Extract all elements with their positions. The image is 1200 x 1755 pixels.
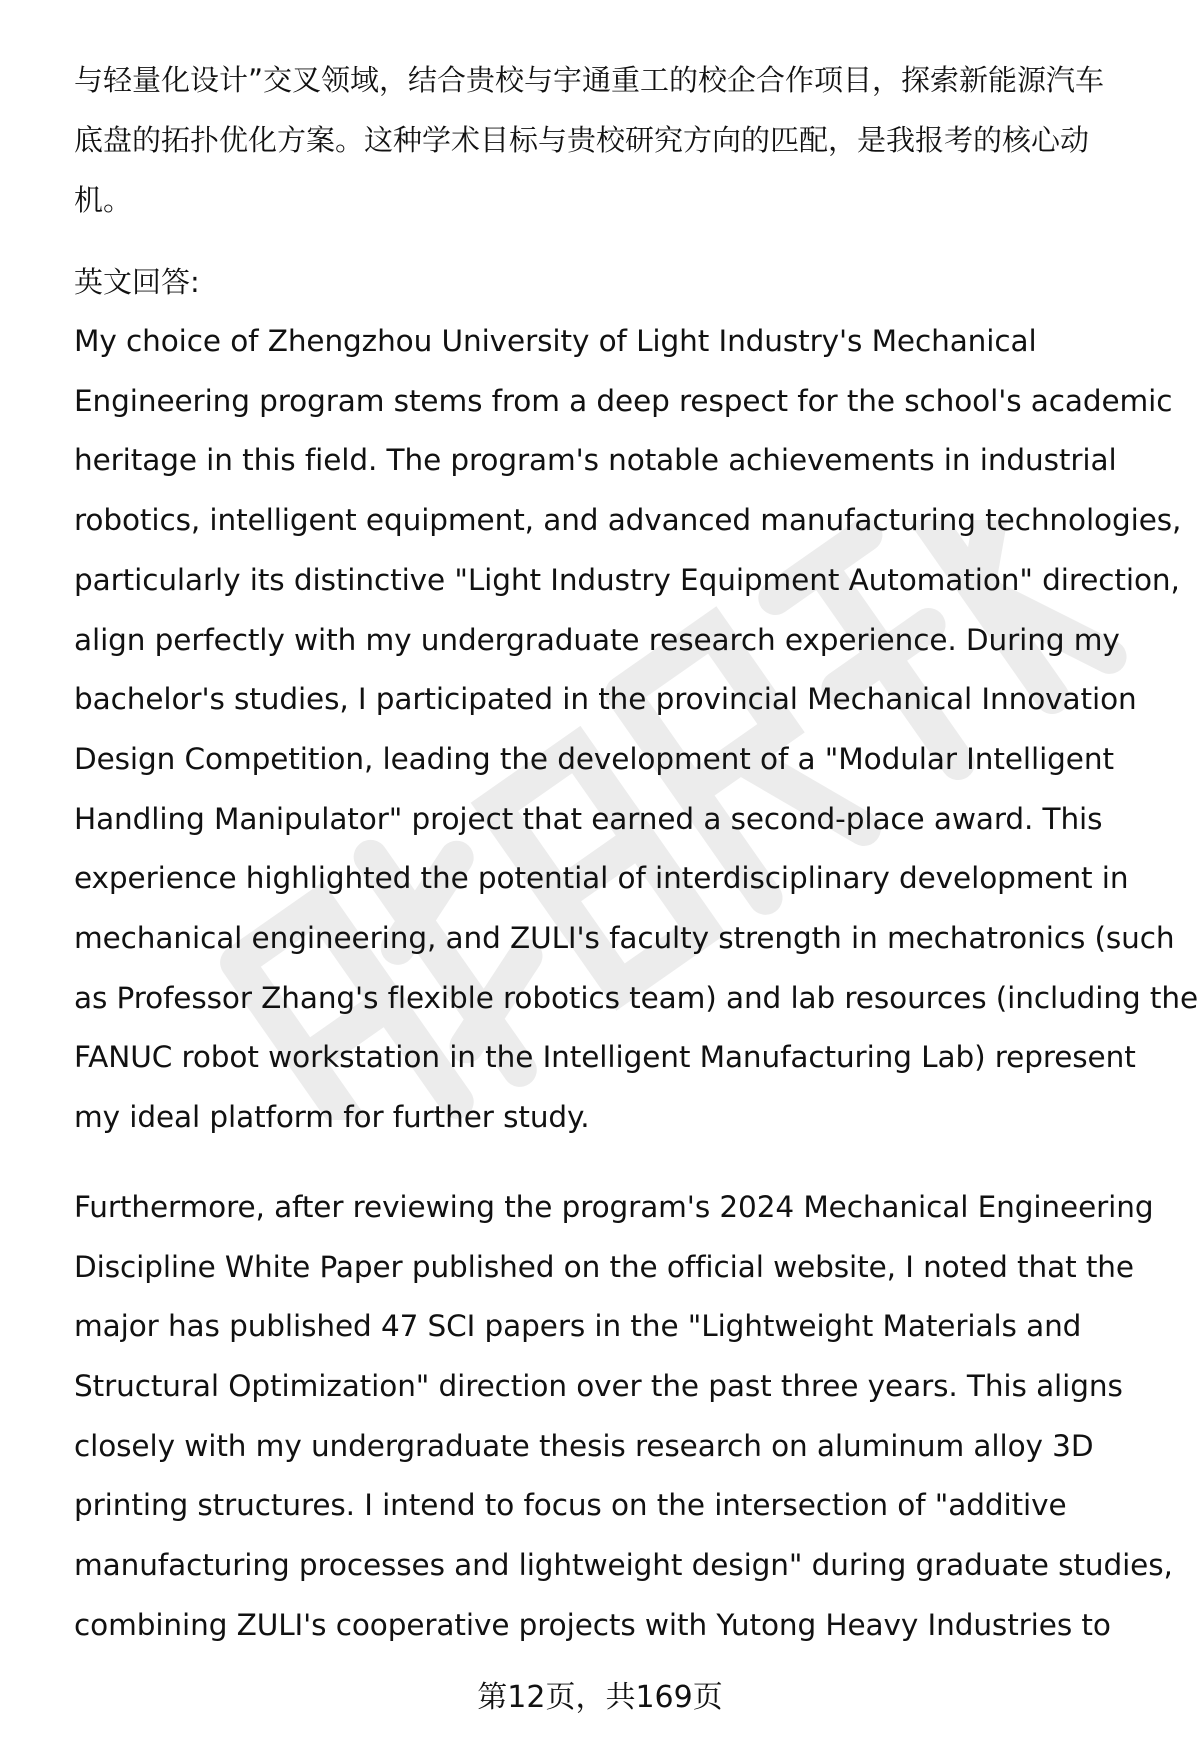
text-line: experience highlighted the potential of interdisciplinary development in (74, 861, 1129, 896)
text-line: closely with my undergraduate thesis research on aluminum alloy 3D (74, 1428, 1094, 1463)
text-line: robotics, intelligent equipment, and advanced manufacturing technologies, (74, 503, 1182, 538)
text-line: printing structures. I intend to focus on the intersection of "additive (74, 1488, 1067, 1523)
text-line: Engineering program stems from a deep respect for the school's academic (74, 383, 1173, 418)
text-line: Discipline White Paper published on the official website, I noted that the (74, 1249, 1134, 1284)
text-line: Handling Manipulator" project that earned a second-place award. This (74, 801, 1103, 836)
text-line: combining ZULI's cooperative projects with Yutong Heavy Industries to (74, 1607, 1111, 1642)
text-line: major has published 47 SCI papers in the "Lightweight Materials and (74, 1309, 1082, 1344)
text-line: Structural Optimization" direction over the past three years. This aligns (74, 1368, 1123, 1403)
text-line: FANUC robot workstation in the Intelligent Manufacturing Lab) represent (74, 1040, 1136, 1075)
english-paragraph-2 (74, 1178, 1173, 1656)
text-line: 与轻量化设计”交叉领域，结合贵校与宇通重工的校企合作项目，探索新能源汽车 (74, 63, 1105, 97)
text-line: particularly its distinctive "Light Industry Equipment Automation" direction, (74, 562, 1180, 597)
text-line: Design Competition, leading the development of a "Modular Intelligent (74, 741, 1114, 776)
chinese-paragraph (74, 50, 1154, 230)
text-line: 机。 (74, 183, 133, 217)
page-number-footer: 第12页，共169页 (477, 1680, 723, 1715)
text-line: align perfectly with my undergraduate research experience. During my (74, 622, 1120, 657)
english-paragraph-1 (74, 312, 1199, 1148)
document-page (74, 50, 1199, 1655)
text-line: bachelor's studies, I participated in the provincial Mechanical Innovation (74, 682, 1137, 717)
text-line: as Professor Zhang's flexible robotics team) and lab resources (including the (74, 980, 1199, 1015)
paragraph-spacer (74, 1148, 1154, 1178)
text-line: Furthermore, after reviewing the program's 2024 Mechanical Engineering (74, 1189, 1154, 1224)
text-line: manufacturing processes and lightweight design" during graduate studies, (74, 1548, 1173, 1583)
text-line: heritage in this field. The program's notable achievements in industrial (74, 443, 1117, 478)
text-line: My choice of Zhengzhou University of Light Industry's Mechanical (74, 324, 1037, 358)
text-line: mechanical engineering, and ZULI's faculty strength in mechatronics (such (74, 921, 1175, 956)
text-line: 底盘的拓扑优化方案。这种学术目标与贵校研究方向的匹配，是我报考的核心动 (74, 123, 1090, 157)
english-answer-label: 英文回答: (74, 265, 200, 299)
text-line: my ideal platform for further study. (74, 1100, 590, 1135)
